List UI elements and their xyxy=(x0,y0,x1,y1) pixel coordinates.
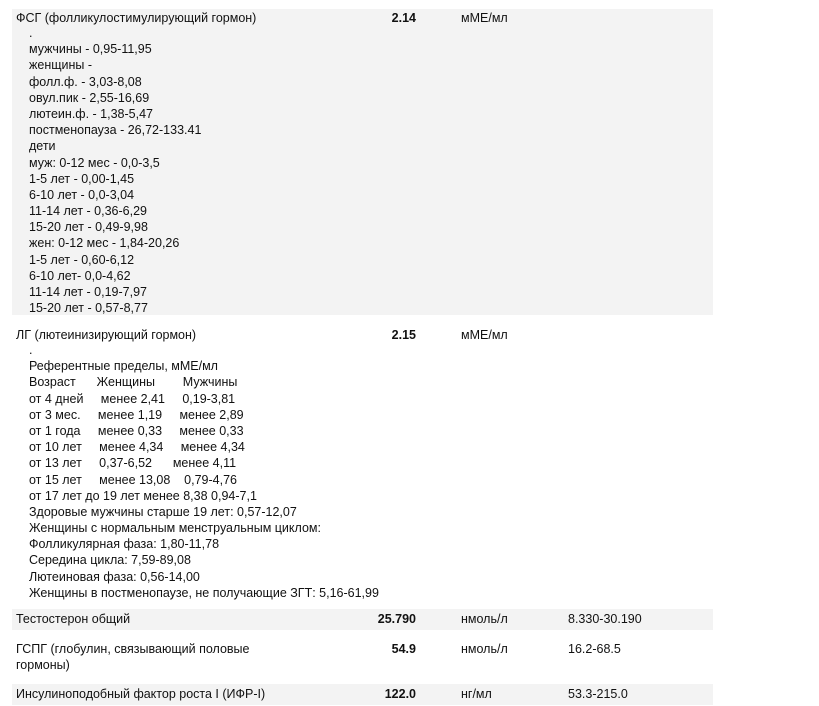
result-value: 25.790 xyxy=(377,612,416,626)
result-unit: мМЕ/мл xyxy=(461,11,508,25)
reference-range: 53.3-215.0 xyxy=(568,687,628,701)
test-name: ГСПГ (глобулин, связывающий половые гормоны) xyxy=(16,642,250,673)
result-row-lh xyxy=(12,326,713,602)
result-row-shbg xyxy=(12,639,713,675)
reference-range: 16.2-68.5 xyxy=(568,642,621,656)
reference-notes xyxy=(29,25,201,316)
note-line: от 1 года менее 0,33 менее 0,33 xyxy=(29,423,244,438)
note-line: Женщины с нормальным менструальным циклом: xyxy=(29,521,321,536)
note-line: Возраст Женщины Мужчины xyxy=(29,375,238,390)
note-line: Середина цикла: 7,59-89,08 xyxy=(29,553,191,568)
result-row-testosterone xyxy=(12,609,713,630)
note-line: постменопауза - 26,72-133.41 xyxy=(29,123,202,138)
result-unit: нмоль/л xyxy=(461,642,508,656)
note-line: от 3 мес. менее 1,19 менее 2,89 xyxy=(29,407,244,422)
reference-range: 8.330-30.190 xyxy=(568,612,642,626)
note-line: фолл.ф. - 3,03-8,08 xyxy=(29,74,142,89)
note-line: . xyxy=(29,26,33,40)
note-line: мужчины - 0,95-11,95 xyxy=(29,42,152,57)
note-line: Фолликулярная фаза: 1,80-11,78 xyxy=(29,537,220,552)
test-name: Тестостерон общий xyxy=(16,612,131,626)
note-line: Женщины в постменопаузе, не получающие ЗГТ: 5,16-61,99 xyxy=(29,585,379,600)
note-line: дети xyxy=(29,139,56,154)
note-line: муж: 0-12 мес - 0,0-3,5 xyxy=(29,155,160,170)
note-line: от 15 лет менее 13,08 0,79-4,76 xyxy=(29,472,237,487)
note-line: 15-20 лет - 0,49-9,98 xyxy=(29,220,148,235)
note-line: от 17 лет до 19 лет менее 8,38 0,94-7,1 xyxy=(29,488,257,503)
test-name: ЛГ (лютеинизирующий гормон) xyxy=(16,328,197,342)
note-line: от 13 лет 0,37-6,52 менее 4,11 xyxy=(29,456,237,471)
note-line: от 10 лет менее 4,34 менее 4,34 xyxy=(29,440,245,455)
note-line: 6-10 лет- 0,0-4,62 xyxy=(29,268,131,283)
note-line: жен: 0-12 мес - 1,84-20,26 xyxy=(29,236,180,251)
test-name: Инсулиноподобный фактор роста I (ИФР-I) xyxy=(16,687,266,701)
note-line: 15-20 лет - 0,57-8,77 xyxy=(29,301,148,316)
note-line: 11-14 лет - 0,19-7,97 xyxy=(29,285,147,299)
result-value: 2.14 xyxy=(391,11,416,25)
note-line: 1-5 лет - 0,60-6,12 xyxy=(29,252,135,267)
result-unit: нмоль/л xyxy=(461,612,508,626)
note-line: женщины - xyxy=(29,58,93,73)
note-line: . xyxy=(29,343,33,357)
test-name: ФСГ (фолликулостимулирующий гормон) xyxy=(16,11,257,25)
note-line: овул.пик - 2,55-16,69 xyxy=(29,90,150,105)
note-line: Лютеиновая фаза: 0,56-14,00 xyxy=(29,569,200,584)
result-row-igf1 xyxy=(12,684,713,705)
result-row-fsh xyxy=(12,9,713,315)
note-line: 6-10 лет - 0,0-3,04 xyxy=(29,187,135,202)
note-line: лютеин.ф. - 1,38-5,47 xyxy=(29,106,153,121)
note-line: от 4 дней менее 2,41 0,19-3,81 xyxy=(29,391,236,406)
result-value: 122.0 xyxy=(384,687,416,701)
reference-notes xyxy=(29,342,379,601)
result-value: 54.9 xyxy=(391,642,416,656)
result-unit: нг/мл xyxy=(461,687,492,701)
note-line: 11-14 лет - 0,36-6,29 xyxy=(29,204,147,219)
note-line: Здоровые мужчины старше 19 лет: 0,57-12,07 xyxy=(29,504,297,519)
result-value: 2.15 xyxy=(391,328,416,342)
note-line: 1-5 лет - 0,00-1,45 xyxy=(29,171,135,186)
result-unit: мМЕ/мл xyxy=(461,328,508,342)
note-line: Референтные пределы, мМЕ/мл xyxy=(29,359,218,374)
